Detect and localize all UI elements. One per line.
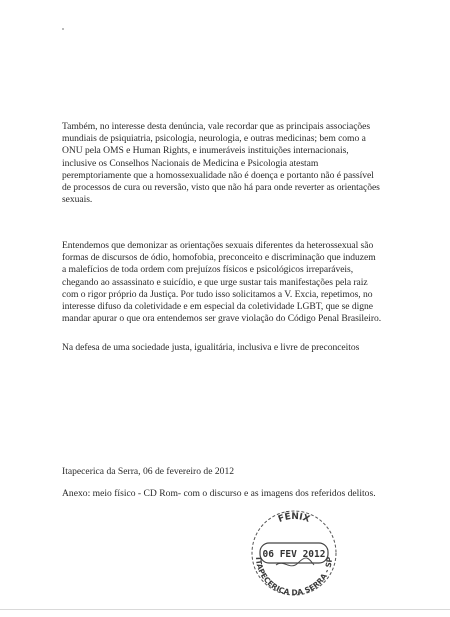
stamp-bottom-text: ITAPECERICA DA SERRA - SP [253, 556, 335, 598]
stamp-date: 06 FEV 2012 [262, 549, 326, 560]
annex-note: Anexo: meio físico - CD Rom- com o discurso e as imagens dos referidos delitos. [62, 488, 376, 499]
scan-bottom-edge [0, 609, 450, 610]
official-stamp [246, 505, 342, 601]
scan-speck [62, 28, 64, 30]
paragraph-request: Entendemos que demonizar as orientações sexuais diferentes da heterossexual são formas de discursos de ódio, homofobia, preconceito e discriminação que induzem a malefícios de toda ordem com prejuízos físicos e psicológicos irreparáveis, chegando ao assassinato e suicídio, e que urge sustar tais manifestações pela raiz com o rigor próprio da Justiça. Por tudo isso solicitamos a V. Excia, repetimos, no interesse difuso da coletividade e em especial da coletividade LGBT, que se digne mandar apurar o que ora entendemos ser grave violação do Código Penal Brasileiro. [62, 240, 382, 325]
place-date: Itapecerica da Serra, 06 de fevereiro de 2012 [62, 466, 235, 477]
stamp-top-text: FÊNIX [276, 511, 311, 525]
paragraph-scientific-consensus: Também, no interesse desta denúncia, vale recordar que as principais associações mundiais de psiquiatria, psicologia, neurologia, e outras medicinas; bem como a ONU pela OMS e Human Rights, e inumeráveis instituições internacionais, inclusive os Conselhos Nacionais de Medicina e Psicologia atestam peremptoriamente que a homossexualidade não é doença e portanto não é passível de processos de cura ou reversão, visto que não há para onde reverter as orientações sexuais. [62, 121, 380, 206]
paragraph-closing: Na defesa de uma sociedade justa, igualitária, inclusiva e livre de preconceitos [62, 342, 360, 353]
